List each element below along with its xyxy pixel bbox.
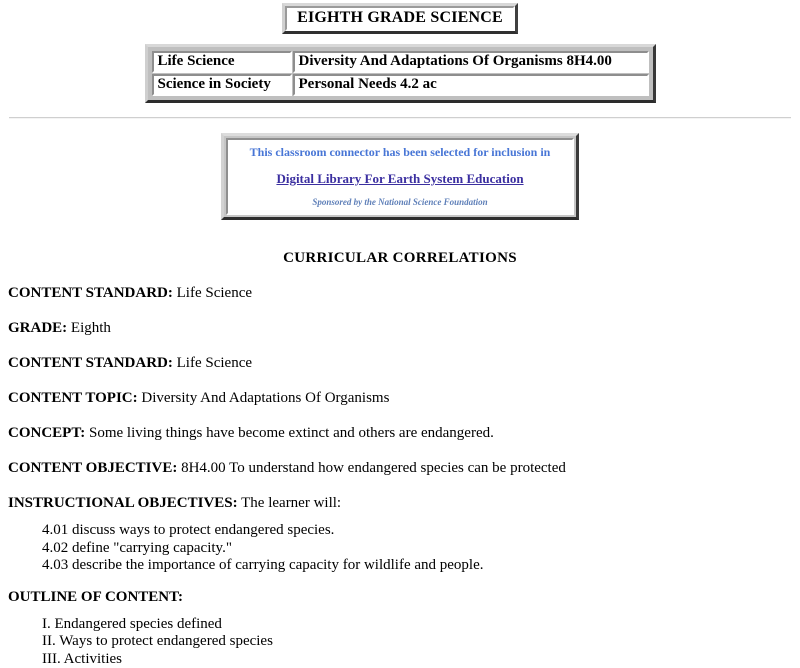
field-value: Diversity And Adaptations Of Organisms	[138, 390, 390, 406]
table-row	[152, 51, 649, 73]
correlation-table-section	[0, 44, 800, 108]
banner-sponsor-text: Sponsored by the National Science Foundation	[234, 197, 566, 207]
field-value: The learner will:	[238, 495, 341, 511]
dlese-banner-frame	[221, 133, 579, 220]
dlese-banner	[226, 138, 574, 215]
list-item: 4.01 discuss ways to protect endangered species.	[42, 522, 792, 540]
banner-selection-text: This classroom connector has been selected for inclusion in	[234, 145, 566, 160]
field-value: Eighth	[67, 320, 111, 336]
section-heading-curricular-correlations: CURRICULAR CORRELATIONS	[8, 250, 792, 267]
outline-of-content-list	[8, 616, 792, 668]
list-item: III. Activities	[42, 651, 792, 668]
table-cell-area: Science in Society	[152, 74, 292, 96]
field-content-topic	[8, 390, 792, 407]
field-label: CONCEPT:	[8, 425, 85, 441]
field-label: CONTENT STANDARD:	[8, 285, 173, 301]
table-row	[152, 74, 649, 96]
document-body	[0, 250, 800, 668]
table-cell-description: Diversity And Adaptations Of Organisms 8H4.00	[293, 51, 649, 73]
field-outline-of-content	[8, 589, 792, 606]
horizontal-divider	[9, 117, 791, 119]
list-item: 4.03 describe the importance of carrying capacity for wildlife and people.	[42, 557, 792, 575]
title-plaque	[282, 3, 518, 34]
field-label: INSTRUCTIONAL OBJECTIVES:	[8, 495, 238, 511]
field-instructional-objectives	[8, 495, 792, 512]
field-label: GRADE:	[8, 320, 67, 336]
field-value: Life Science	[173, 285, 252, 301]
field-concept	[8, 425, 792, 442]
title-plaque-inner	[285, 6, 515, 31]
field-value: 8H4.00 To understand how endangered species can be protected	[177, 460, 566, 476]
correlation-table	[151, 50, 650, 97]
table-cell-description: Personal Needs 4.2 ac	[293, 74, 649, 96]
table-cell-area: Life Science	[152, 51, 292, 73]
list-item: I. Endangered species defined	[42, 616, 792, 634]
field-content-standard-2	[8, 355, 792, 372]
page-header	[0, 0, 800, 34]
field-grade	[8, 320, 792, 337]
page-title: EIGHTH GRADE SCIENCE	[297, 9, 503, 26]
dlese-link[interactable]: Digital Library For Earth System Education	[234, 171, 566, 187]
field-value: Some living things have become extinct and others are endangered.	[85, 425, 494, 441]
field-content-objective	[8, 460, 792, 477]
field-content-standard-1	[8, 285, 792, 302]
field-label: CONTENT STANDARD:	[8, 355, 173, 371]
instructional-objectives-list	[8, 522, 792, 575]
dlese-banner-section	[0, 133, 800, 220]
list-item: II. Ways to protect endangered species	[42, 633, 792, 651]
field-label: OUTLINE OF CONTENT:	[8, 589, 183, 605]
field-label: CONTENT OBJECTIVE:	[8, 460, 177, 476]
field-value: Life Science	[173, 355, 252, 371]
field-label: CONTENT TOPIC:	[8, 390, 138, 406]
list-item: 4.02 define "carrying capacity."	[42, 540, 792, 558]
correlation-table-frame	[145, 44, 656, 103]
